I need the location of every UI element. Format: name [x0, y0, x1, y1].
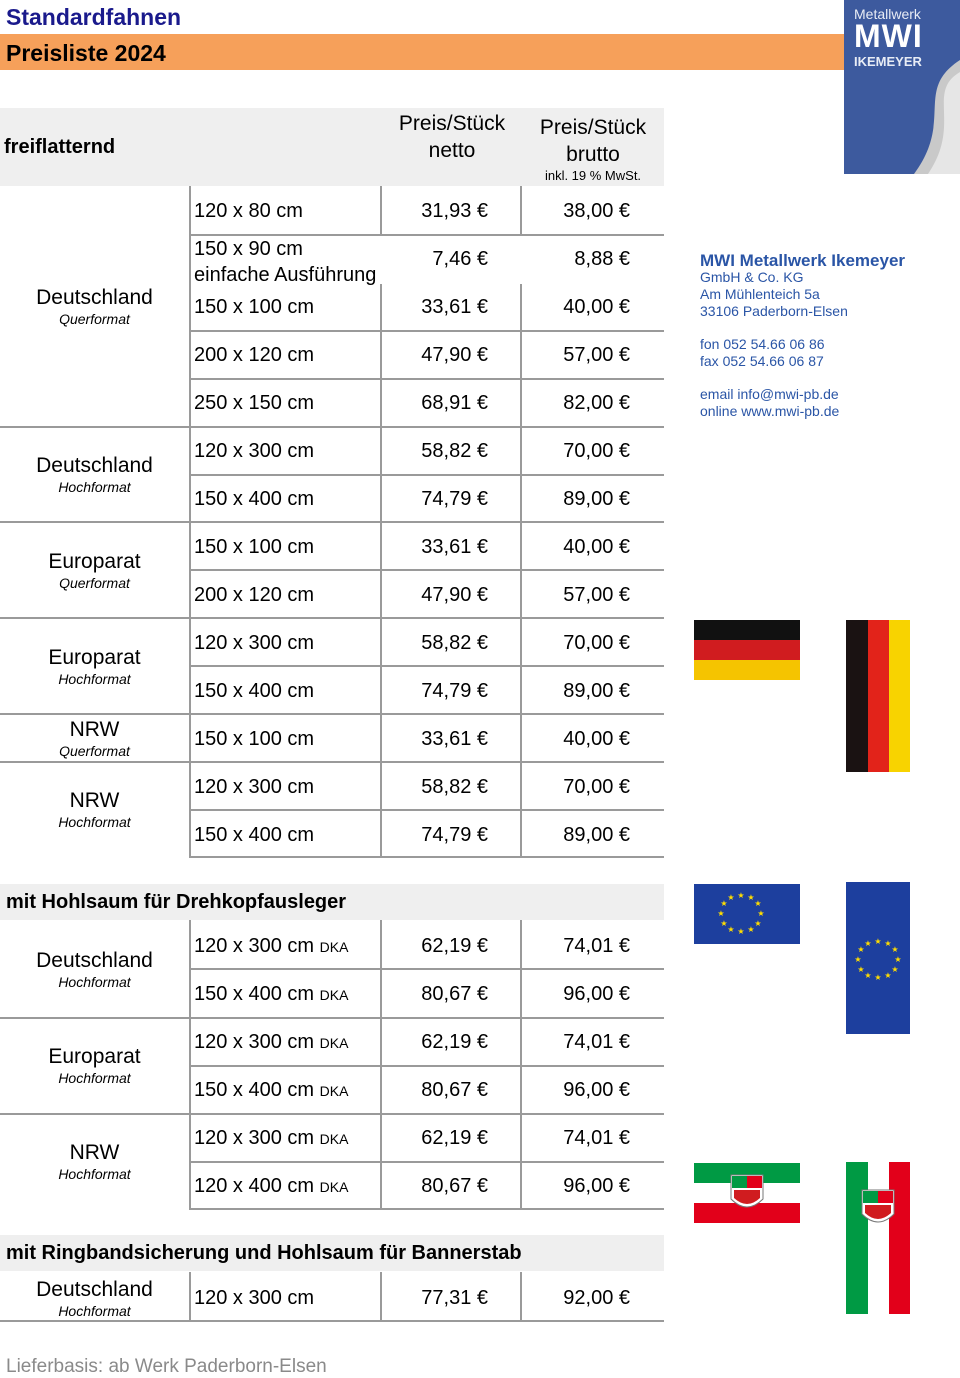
size-cell: 150 x 400 cm [194, 824, 315, 846]
size-cell: 200 x 120 cm [194, 344, 315, 366]
svg-text:★: ★ [747, 925, 755, 934]
netto-cell: 7,46 € [432, 248, 488, 270]
eu-flag-portrait-icon [846, 882, 910, 1034]
netto-cell: 31,93 € [421, 200, 488, 222]
group-label: Deutschland Hochformat [36, 1278, 153, 1319]
svg-text:★: ★ [894, 955, 902, 964]
email-link[interactable]: email info@mwi-pb.de [700, 386, 839, 402]
size-cell: 150 x 400 cm [194, 680, 315, 702]
svg-text:★: ★ [737, 927, 745, 936]
logo-text-top: Metallwerk [854, 6, 921, 22]
size-cell: 120 x 400 cm DKA [194, 1175, 349, 1197]
netto-cell: 74,79 € [421, 680, 488, 702]
brutto-cell: 57,00 € [563, 584, 630, 606]
website-link[interactable]: online www.mwi-pb.de [700, 403, 840, 419]
svg-text:★: ★ [857, 945, 865, 954]
size-cell: 120 x 300 cm DKA [194, 935, 349, 957]
netto-cell: 80,67 € [421, 1079, 488, 1101]
logo-text-bottom: IKEMEYER [854, 54, 922, 69]
brutto-cell: 89,00 € [563, 680, 630, 702]
netto-cell: 62,19 € [421, 1031, 488, 1053]
netto-cell: 47,90 € [421, 584, 488, 606]
svg-text:★: ★ [874, 973, 882, 982]
svg-text:★: ★ [857, 965, 865, 974]
group-label: NRW Querformat [59, 718, 130, 759]
fax: fax 052 54.66 06 87 [700, 353, 824, 369]
netto-cell: 68,91 € [421, 392, 488, 414]
size-cell: 150 x 400 cm DKA [194, 983, 349, 1005]
size-note: einfache Ausführung [194, 264, 377, 286]
brutto-cell: 8,88 € [574, 248, 630, 270]
group-label: Deutschland Hochformat [36, 454, 153, 495]
brutto-cell: 89,00 € [563, 824, 630, 846]
netto-cell: 62,19 € [421, 935, 488, 957]
size-cell: 250 x 150 cm [194, 392, 315, 414]
svg-text:★: ★ [727, 925, 735, 934]
netto-cell: 80,67 € [421, 983, 488, 1005]
brutto-cell: 40,00 € [563, 728, 630, 750]
brutto-cell: 74,01 € [563, 1031, 630, 1053]
netto-column-header: Preis/Stück netto [398, 112, 506, 162]
group-label: NRW Hochformat [58, 1141, 131, 1182]
group-label: Europarat Hochformat [48, 646, 141, 687]
svg-text:★: ★ [754, 899, 762, 908]
svg-text:★: ★ [720, 899, 728, 908]
netto-cell: 74,79 € [421, 488, 488, 510]
eu-flag-landscape-icon [694, 884, 800, 944]
group-label: Deutschland Hochformat [36, 949, 153, 990]
svg-text:★: ★ [874, 937, 882, 946]
netto-cell: 77,31 € [421, 1287, 488, 1309]
svg-text:★: ★ [884, 971, 892, 980]
group-column-header: freiflatternd [4, 136, 116, 158]
svg-text:★: ★ [747, 893, 755, 902]
size-cell: 120 x 300 cm DKA [194, 1031, 349, 1053]
brutto-cell: 82,00 € [563, 392, 630, 414]
size-cell: 150 x 100 cm [194, 536, 315, 558]
brutto-cell: 40,00 € [563, 536, 630, 558]
brutto-cell: 70,00 € [563, 440, 630, 462]
netto-cell: 58,82 € [421, 776, 488, 798]
brutto-cell: 96,00 € [563, 1175, 630, 1197]
footer-note: Lieferbasis: ab Werk Paderborn-Elsen [6, 1356, 327, 1377]
group-label: Europarat Hochformat [48, 1045, 141, 1086]
svg-text:★: ★ [727, 893, 735, 902]
mwi-logo [844, 0, 960, 174]
netto-cell: 80,67 € [421, 1175, 488, 1197]
section-title: mit Ringbandsicherung und Hohlsaum für Bannerstab [6, 1242, 522, 1264]
svg-text:★: ★ [757, 909, 765, 918]
size-cell: 200 x 120 cm [194, 584, 315, 606]
brutto-cell: 38,00 € [563, 200, 630, 222]
group-label: NRW Hochformat [58, 789, 131, 830]
svg-text:★: ★ [720, 919, 728, 928]
size-cell: 120 x 80 cm [194, 200, 303, 222]
size-cell: 120 x 300 cm [194, 776, 315, 798]
group-label: Deutschland Querformat [36, 286, 153, 327]
svg-text:★: ★ [891, 945, 899, 954]
brutto-cell: 74,01 € [563, 1127, 630, 1149]
netto-cell: 33,61 € [421, 728, 488, 750]
contact-block [700, 252, 905, 420]
brutto-cell: 40,00 € [563, 296, 630, 318]
vat-note: inkl. 19 % MwSt. [544, 168, 642, 183]
page-subtitle: Preisliste 2024 [6, 40, 166, 66]
city: 33106 Paderborn-Elsen [700, 303, 848, 319]
netto-cell: 62,19 € [421, 1127, 488, 1149]
brutto-column-header: Preis/Stück brutto inkl. 19 % MwSt. [522, 114, 664, 184]
group-label: Europarat Querformat [48, 550, 141, 591]
svg-text:★: ★ [884, 939, 892, 948]
germany-flag-portrait-icon [846, 620, 910, 772]
brutto-cell: 70,00 € [563, 632, 630, 654]
netto-cell: 33,61 € [421, 536, 488, 558]
size-cell: 120 x 300 cm DKA [194, 1127, 349, 1149]
svg-text:★: ★ [864, 971, 872, 980]
brutto-cell: 92,00 € [563, 1287, 630, 1309]
brutto-cell: 57,00 € [563, 344, 630, 366]
size-cell: 150 x 400 cm [194, 488, 315, 510]
brutto-cell: 89,00 € [563, 488, 630, 510]
brutto-cell: 96,00 € [563, 983, 630, 1005]
size-cell: 120 x 300 cm [194, 440, 315, 462]
svg-text:★: ★ [854, 955, 862, 964]
size-cell: 120 x 300 cm [194, 632, 315, 654]
size-cell: 150 x 100 cm [194, 296, 315, 318]
netto-cell: 74,79 € [421, 824, 488, 846]
svg-text:★: ★ [717, 909, 725, 918]
svg-text:★: ★ [754, 919, 762, 928]
nrw-flag-portrait-icon [846, 1162, 910, 1314]
page-title: Standardfahnen [6, 4, 182, 30]
svg-text:★: ★ [891, 965, 899, 974]
size-cell: 150 x 400 cm DKA [194, 1079, 349, 1101]
svg-text:★: ★ [737, 891, 745, 900]
netto-cell: 58,82 € [421, 440, 488, 462]
section-title: mit Hohlsaum für Drehkopfausleger [6, 891, 347, 913]
brutto-cell: 96,00 € [563, 1079, 630, 1101]
size-cell: 150 x 100 cm [194, 728, 315, 750]
street: Am Mühlenteich 5a [700, 286, 820, 302]
company-form: GmbH & Co. KG [700, 269, 804, 285]
size-cell: 120 x 300 cm [194, 1287, 315, 1309]
brutto-cell: 70,00 € [563, 776, 630, 798]
netto-cell: 58,82 € [421, 632, 488, 654]
netto-cell: 47,90 € [421, 344, 488, 366]
size-cell: 150 x 90 cm [194, 238, 303, 260]
logo-text-main: MWI [854, 18, 923, 54]
brutto-cell: 74,01 € [563, 935, 630, 957]
phone: fon 052 54.66 06 86 [700, 336, 825, 352]
nrw-flag-landscape-icon [694, 1163, 800, 1223]
svg-text:★: ★ [864, 939, 872, 948]
company-name: MWI Metallwerk Ikemeyer [700, 251, 906, 270]
netto-cell: 33,61 € [421, 296, 488, 318]
germany-flag-landscape-icon [694, 620, 800, 680]
